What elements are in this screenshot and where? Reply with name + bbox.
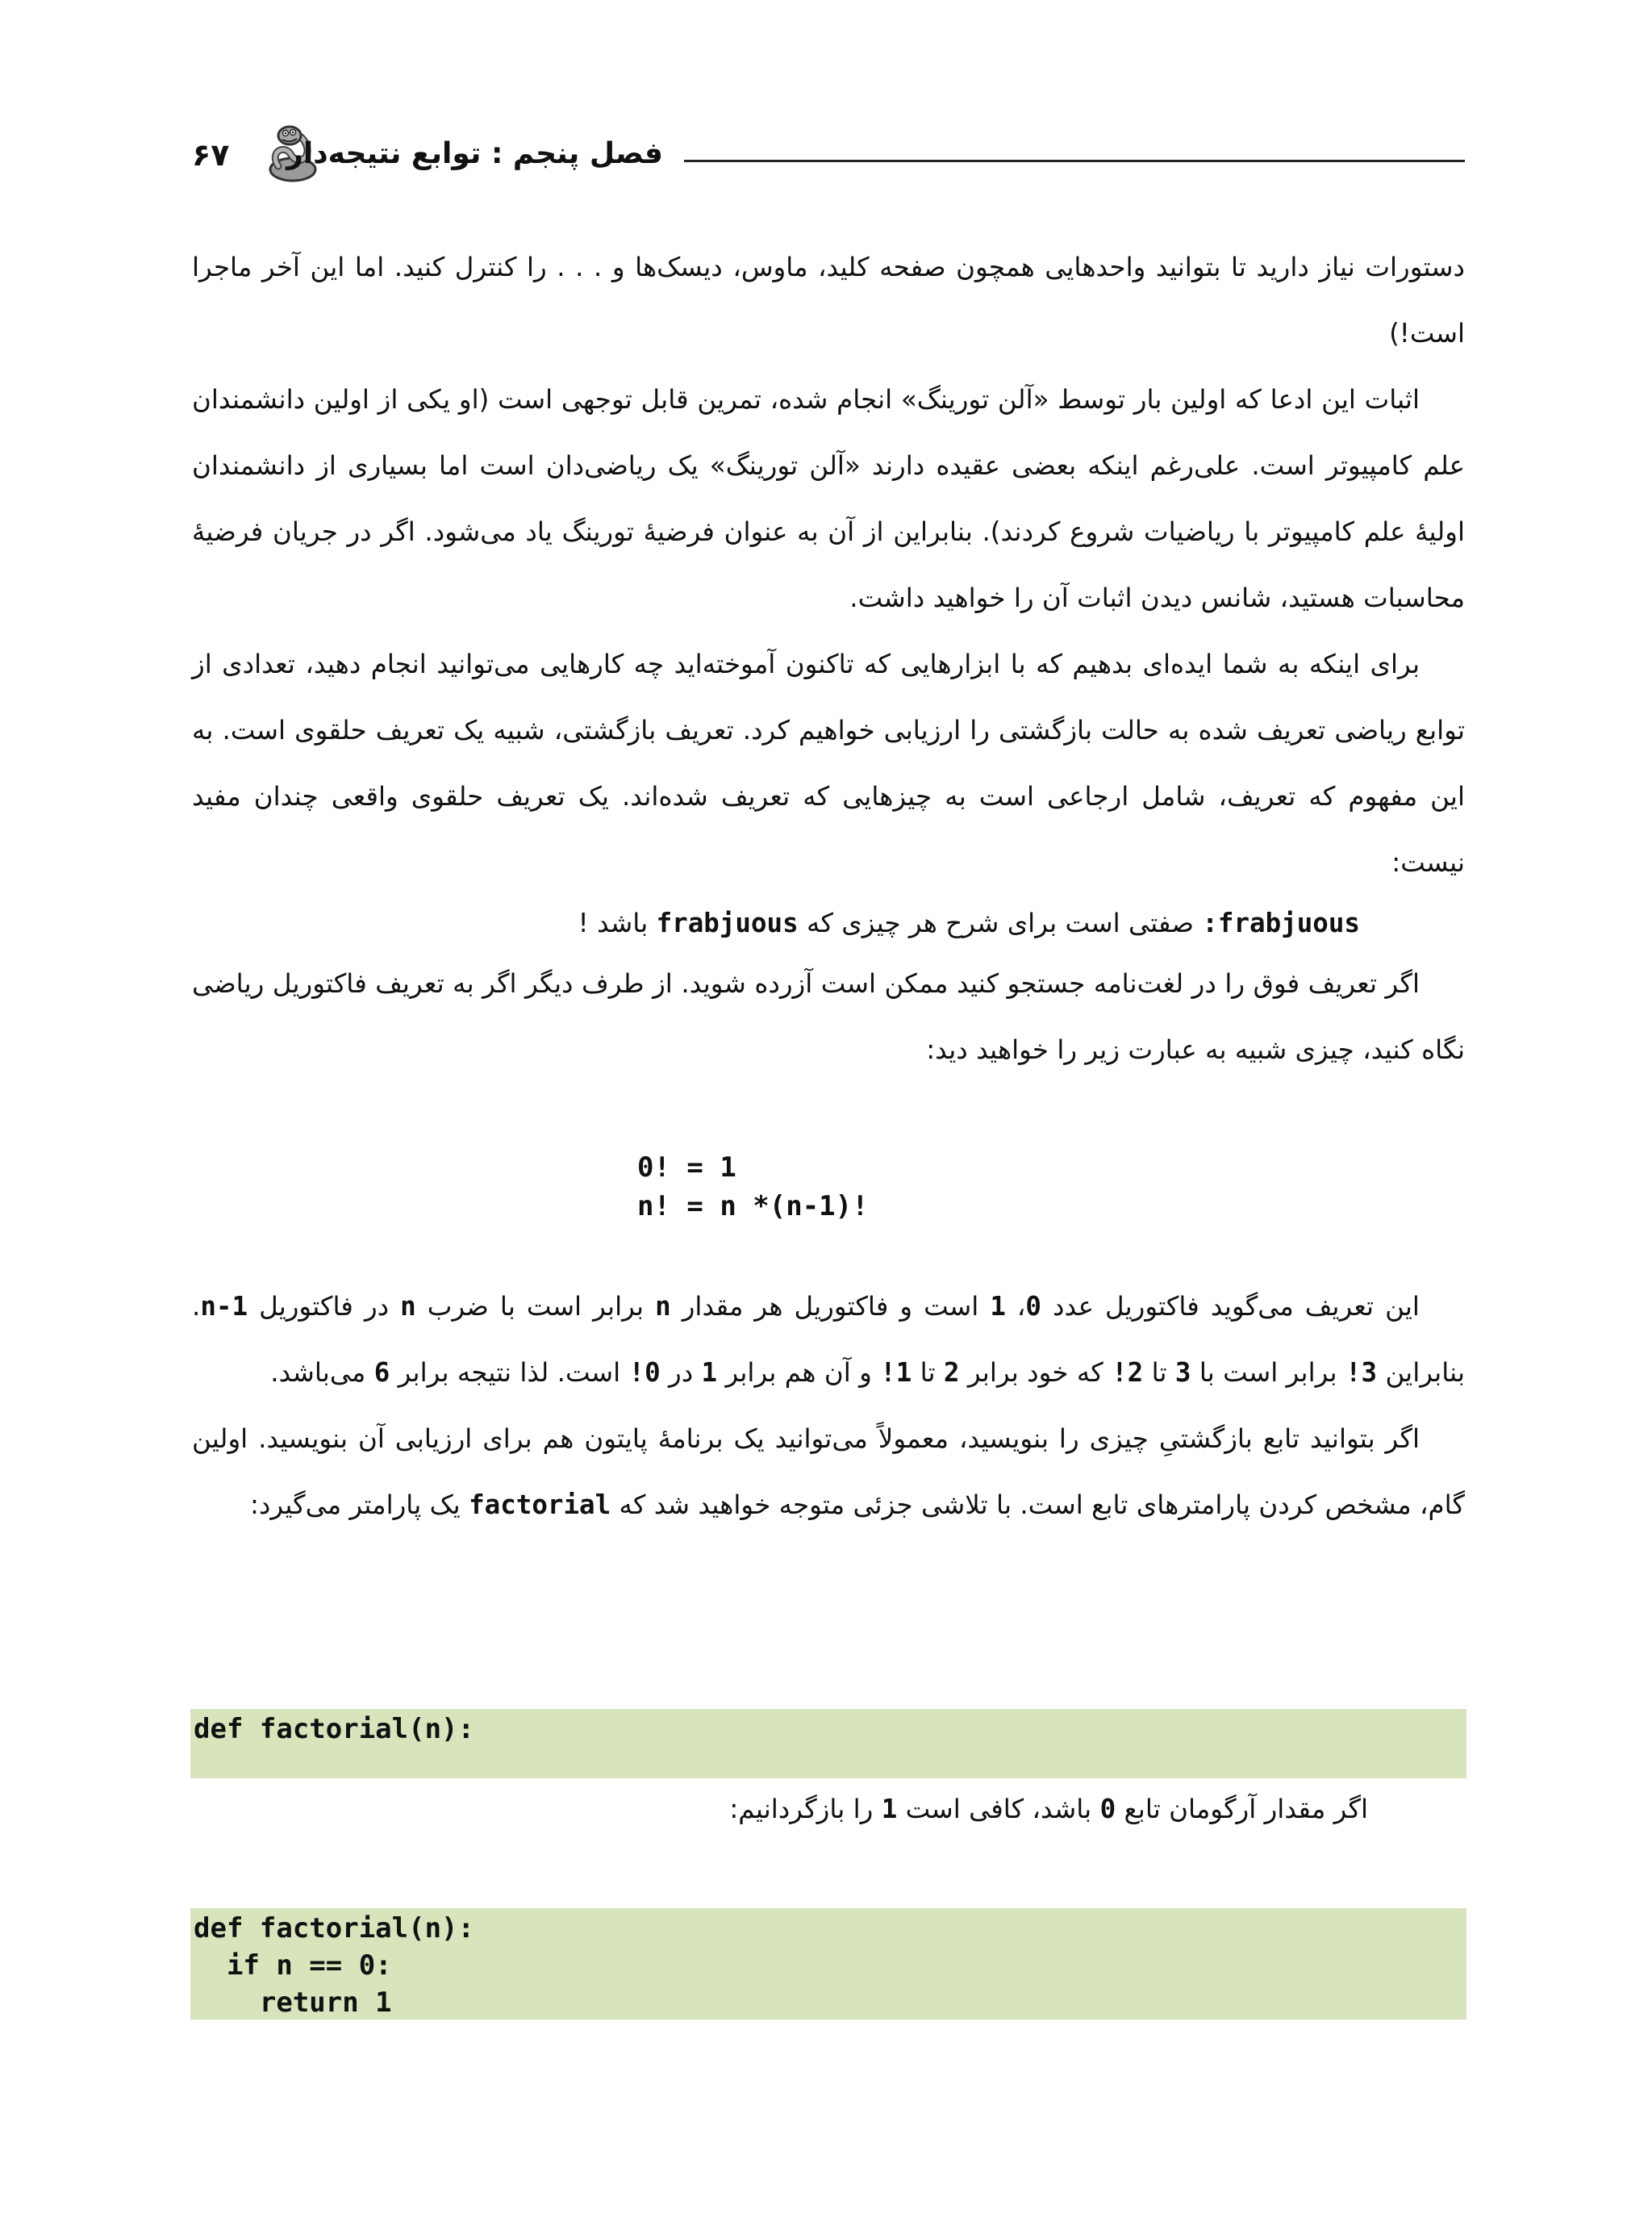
- inline-one-factorial: 1!: [880, 1357, 912, 1388]
- definition-line: [578, 908, 1360, 938]
- p5-text: . بنابراین: [192, 1291, 1465, 1388]
- p5-text: برابر است با ضرب: [427, 1291, 645, 1322]
- inline-zero-factorial: 0!: [628, 1357, 661, 1388]
- p7-text: باشد، کافی است: [905, 1794, 1092, 1824]
- inline-one: 1: [990, 1291, 1006, 1322]
- definition-end: باشد !: [578, 908, 649, 938]
- definition-text: صفتی است برای شرح هر چیزی که: [807, 908, 1194, 938]
- p5-text: در فاکتوریل: [259, 1291, 390, 1322]
- p5-text: که خود برابر: [967, 1357, 1103, 1388]
- code-block-2: def factorial(n): if n == 0: return 1: [190, 1908, 1466, 2020]
- text-block-explanation: [192, 1273, 1465, 1538]
- code-block-1: def factorial(n):: [190, 1709, 1466, 1778]
- text-block-intro: [192, 234, 1465, 896]
- p5-text: و آن هم برابر: [725, 1357, 872, 1388]
- p6-text: یک پارامتر می‌گیرد:: [249, 1489, 461, 1520]
- p6-text: اگر بتوانید تابع بازگشتیِ چیزی را بنویسید، معمولاً می‌توانید یک برنامهٔ پایتون هم برای ارزیابی آن بنویسید. اولین گام، مشخص کردن پارامترهای تابع است. با تلاشی جزئی متوجه خواهید شد که: [192, 1423, 1465, 1520]
- paragraph-6: [192, 1406, 1465, 1538]
- text-block-factorial-intro: [192, 950, 1465, 1083]
- paragraph-7: [729, 1785, 1368, 1833]
- factorial-formula: 0! = 1 n! = n *(n-1)!: [637, 1151, 869, 1222]
- inline-two: 2: [943, 1357, 960, 1388]
- p7-text: اگر مقدار آرگومان تابع: [1124, 1794, 1368, 1824]
- paragraph-5: [192, 1273, 1465, 1406]
- inline-one: 1: [881, 1794, 898, 1824]
- inline-zero: 0: [1025, 1291, 1041, 1322]
- page-header: [0, 113, 1652, 186]
- chapter-title: فصل پنجم : توابع نتیجه‌دار: [286, 137, 663, 170]
- paragraph-1: دستورات نیاز دارید تا بتوانید واحدهایی همچون صفحه کلید، ماوس، دیسک‌ها و . . . را کنترل کنید. اما این آخر ماجرا است!): [192, 252, 1465, 349]
- p5-text: برابر است با: [1199, 1357, 1337, 1388]
- p5-text: تا: [920, 1357, 936, 1388]
- inline-factorial: factorial: [469, 1489, 611, 1520]
- p5-comma: ،: [1016, 1291, 1026, 1322]
- inline-two-factorial: 2!: [1112, 1357, 1144, 1388]
- header-rule: [684, 160, 1465, 162]
- page-number: ۶۷: [192, 137, 230, 173]
- inline-one: 1: [701, 1357, 718, 1388]
- paragraph-2: اثبات این ادعا که اولین بار توسط «آلن تورینگ» انجام شده، تمرین قابل توجهی است (او یکی از اولین دانشمندان علم کامپیوتر است. علی‌رغم اینکه بعضی عقیده دارند «آلن تورینگ» یک ریاضی‌دان است اما بسیاری از دانشمندان اولیهٔ علم کامپیوتر با ریاضیات شروع کردند). بنابراین از آن به عنوان فرضیهٔ تورینگ یاد می‌شود. اگر در جریان فرضیهٔ محاسبات هستید، شانس دیدن اثبات آن را خواهید داشت.: [192, 384, 1465, 613]
- inline-three-factorial: 3!: [1345, 1357, 1378, 1388]
- p5-text: می‌باشد.: [270, 1357, 366, 1388]
- inline-n: n: [400, 1291, 416, 1322]
- inline-zero: 0: [1099, 1794, 1116, 1824]
- p5-text: است و فاکتوریل هر مقدار: [682, 1291, 979, 1322]
- p7-text: را بازگردانیم:: [729, 1794, 874, 1824]
- definition-term-repeat: frabjuous: [656, 908, 799, 938]
- inline-three: 3: [1174, 1357, 1191, 1388]
- inline-six: 6: [373, 1357, 390, 1388]
- paragraph-3: برای اینکه به شما ایده‌ای بدهیم که با ابزارهایی که تاکنون آموخته‌اید چه کارهایی می‌توانید انجام دهید، تعدادی از توابع ریاضی تعریف شده به حالت بازگشتی را ارزیابی خواهیم کرد. تعریف بازگشتی، شبیه یک تعریف حلقوی است. به این مفهوم که تعریف، شامل ارجاعی است به چیزهایی که تعریف شده‌اند. یک تعریف حلقوی واقعی چندان مفید نیست:: [192, 649, 1465, 878]
- inline-n: n: [655, 1291, 671, 1322]
- inline-n-minus-1: n-1: [200, 1291, 248, 1322]
- p5-text: در: [669, 1357, 694, 1388]
- definition-term: frabjuous:: [1202, 908, 1360, 938]
- p5-text: است. لذا نتیجه برابر: [398, 1357, 621, 1388]
- p5-text: تا: [1151, 1357, 1167, 1388]
- paragraph-4: اگر تعریف فوق را در لغت‌نامه جستجو کنید ممکن است آزرده شوید. از طرف دیگر اگر به تعریف فاکتوریل ریاضی نگاه کنید، چیزی شبیه به عبارت زیر را خواهید دید:: [192, 968, 1465, 1065]
- p5-text: این تعریف می‌گوید فاکتوریل عدد: [1053, 1291, 1420, 1322]
